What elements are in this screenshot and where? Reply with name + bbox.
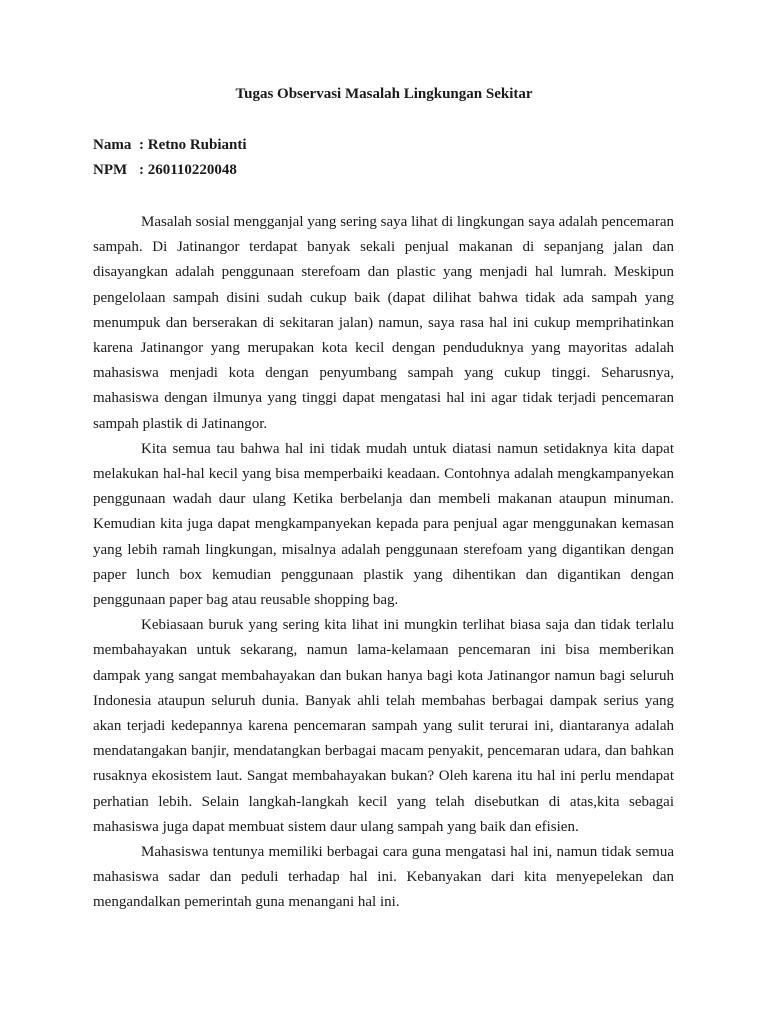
paragraph-3: Kebiasaan buruk yang sering kita lihat ini mungkin terlihat biasa saja dan tidak terlalu membahayakan untuk sekarang, namun lama-kelamaan pencemaran ini bisa memberikan dampak yang sangat membahayakan dan bukan hanya bagi kota Jatinangor namun bagi seluruh Indonesia ataupun seluruh dunia. Banyak ahli telah membahas berbagai dampak serius yang akan terjadi kedepannya karena pencemaran sampah yang sulit terurai ini, diantaranya adalah mendatangakan banjir, mendatangkan berbagai macam penyakit, pencemaran udara, dan bahkan rusaknya ekosistem laut. Sangat membahayakan bukan? Oleh karena itu hal ini perlu mendapat perhatian lebih. Selain langkah-langkah kecil yang telah disebutkan di atas,kita sebagai mahasiswa juga dapat membuat sistem daur ulang sampah yang baik dan efisien. [93, 617, 674, 835]
document-title: Tugas Observasi Masalah Lingkungan Sekitar [235, 86, 533, 102]
npm-separator: : [139, 162, 144, 178]
npm-field [93, 162, 237, 179]
paragraph-2: Kita semua tau bahwa hal ini tidak mudah untuk diatasi namun setidaknya kita dapat melakukan hal-hal kecil yang bisa memperbaiki keadaan. Contohnya adalah mengkampanyekan penggunaan wadah daur ulang Ketika berbelanja dan membeli makanan ataupun minuman. Kemudian kita juga dapat mengkampanyekan kepada para penjual agar menggunakan kemasan yang lebih ramah lingkungan, misalnya adalah penggunaan sterefoam yang digantikan dengan paper lunch box kemudian penggunaan plastik yang dihentikan dan digantikan dengan penggunaan paper bag atau reusable shopping bag. [93, 440, 674, 609]
npm-label: NPM [93, 162, 128, 178]
name-value: Retno Rubianti [147, 137, 247, 153]
name-label: Nama [93, 137, 132, 153]
paragraph-1: Masalah sosial mengganjal yang sering saya lihat di lingkungan saya adalah pencemaran sampah. Di Jatinangor terdapat banyak sekali penjual makanan di sepanjang jalan dan disayangkan adalah penggunaan sterefoam dan plastic yang menjadi hal lumrah. Meskipun pengelolaan sampah disini sudah cukup baik (dapat dilihat bahwa tidak ada sampah yang menumpuk dan berserakan di sekitaran jalan) namun, saya rasa hal ini cukup memprihatinkan karena Jatinangor yang merupakan kota kecil dengan penduduknya yang mayoritas adalah mahasiswa menjadi kota dengan penyumbang sampah yang cukup tinggi. Seharusnya, mahasiswa dengan ilmunya yang tinggi dapat mengatasi hal ini agar tidak terjadi pencemaran sampah plastik di Jatinangor. [93, 214, 674, 432]
paragraph-4: Mahasiswa tentunya memiliki berbagai cara guna mengatasi hal ini, namun tidak semua mahasiswa sadar dan peduli terhadap hal ini. Kebanyakan dari kita menyepelekan dan mengandalkan pemerintah guna menangani hal ini. [93, 844, 674, 911]
document-body [93, 210, 674, 916]
name-field [93, 137, 247, 154]
npm-value: 260110220048 [147, 162, 237, 178]
name-separator: : [139, 137, 144, 153]
